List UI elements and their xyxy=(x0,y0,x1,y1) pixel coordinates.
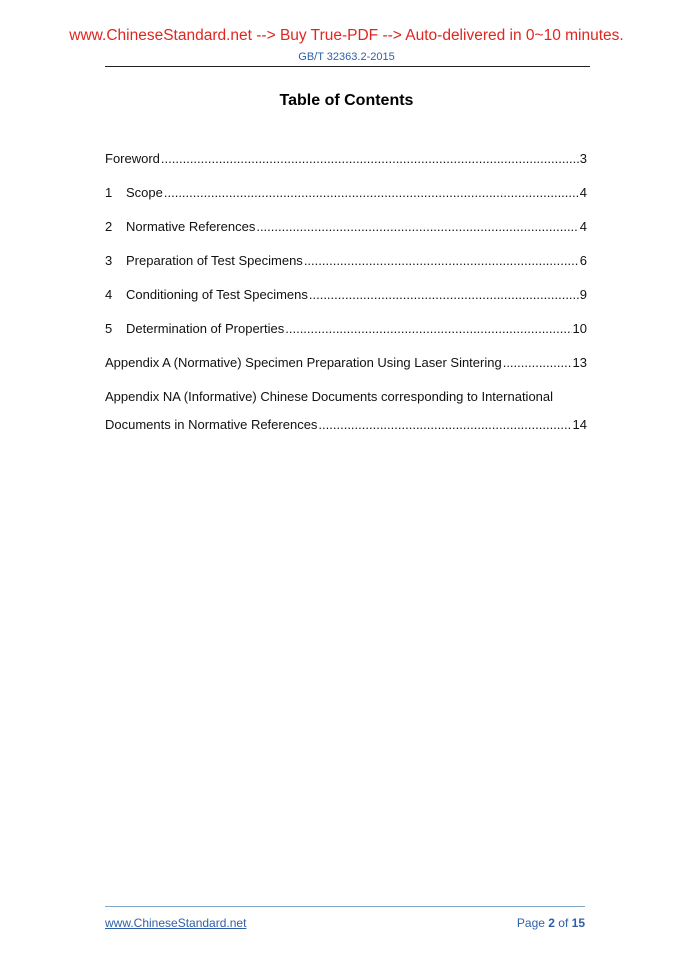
toc-entry-appendix-na[interactable] xyxy=(105,389,587,451)
header-banner: www.ChineseStandard.net --> Buy True-PDF --> Auto-delivered in 0~10 minutes. xyxy=(69,27,624,44)
toc-leader-dots xyxy=(304,253,579,268)
toc-entry-page: 10 xyxy=(572,321,587,336)
toc-entry-normative-references[interactable] xyxy=(105,219,587,253)
toc-entry-preparation[interactable] xyxy=(105,253,587,287)
toc-entry-scope[interactable] xyxy=(105,185,587,219)
toc-leader-dots xyxy=(164,185,579,200)
toc-entry-appendix-a[interactable] xyxy=(105,355,587,389)
toc-entry-number: 4 xyxy=(105,287,113,302)
toc-leader-dots xyxy=(161,151,579,166)
toc-entry-number: 5 xyxy=(105,321,113,336)
table-of-contents xyxy=(105,151,587,451)
toc-leader-dots xyxy=(285,321,571,336)
footer-website-link[interactable]: www.ChineseStandard.net xyxy=(105,916,247,930)
toc-entry-label: Normative References xyxy=(126,219,256,234)
toc-entry-determination[interactable] xyxy=(105,321,587,355)
toc-entry-page: 6 xyxy=(579,253,587,268)
toc-entry-label: Appendix A (Normative) Specimen Preparation Using Laser Sintering xyxy=(105,355,502,370)
page-total: 15 xyxy=(571,916,585,930)
page-number xyxy=(517,916,585,930)
toc-entry-label: Determination of Properties xyxy=(126,321,285,336)
toc-entry-label: Foreword xyxy=(105,151,160,166)
toc-entry-label: Conditioning of Test Specimens xyxy=(126,287,308,302)
toc-entry-conditioning[interactable] xyxy=(105,287,587,321)
header-divider xyxy=(105,66,590,67)
toc-entry-foreword[interactable] xyxy=(105,151,587,185)
toc-entry-page: 4 xyxy=(579,219,587,234)
toc-leader-dots xyxy=(318,417,571,432)
toc-entry-page: 4 xyxy=(579,185,587,200)
page-title: Table of Contents xyxy=(279,92,414,109)
toc-entry-page: 3 xyxy=(579,151,587,166)
toc-entry-label: Preparation of Test Specimens xyxy=(126,253,303,268)
toc-entry-page: 14 xyxy=(572,417,587,432)
toc-entry-page: 13 xyxy=(572,355,587,370)
page-of: of xyxy=(554,916,572,930)
toc-entry-number: 2 xyxy=(105,219,113,234)
toc-entry-page: 9 xyxy=(579,287,587,302)
toc-leader-dots xyxy=(503,355,572,370)
toc-entry-label-line2: Documents in Normative References xyxy=(105,417,318,432)
toc-entry-number: 3 xyxy=(105,253,113,268)
page-current: 2 xyxy=(548,916,555,930)
toc-entry-label-line1: Appendix NA (Informative) Chinese Documents corresponding to International xyxy=(105,389,554,404)
toc-leader-dots xyxy=(256,219,578,234)
toc-leader-dots xyxy=(309,287,579,302)
footer-divider xyxy=(105,906,585,907)
toc-entry-label: Scope xyxy=(126,185,163,200)
toc-entry-number: 1 xyxy=(105,185,113,200)
document-number: GB/T 32363.2-2015 xyxy=(298,51,395,63)
page-prefix: Page xyxy=(516,916,549,930)
